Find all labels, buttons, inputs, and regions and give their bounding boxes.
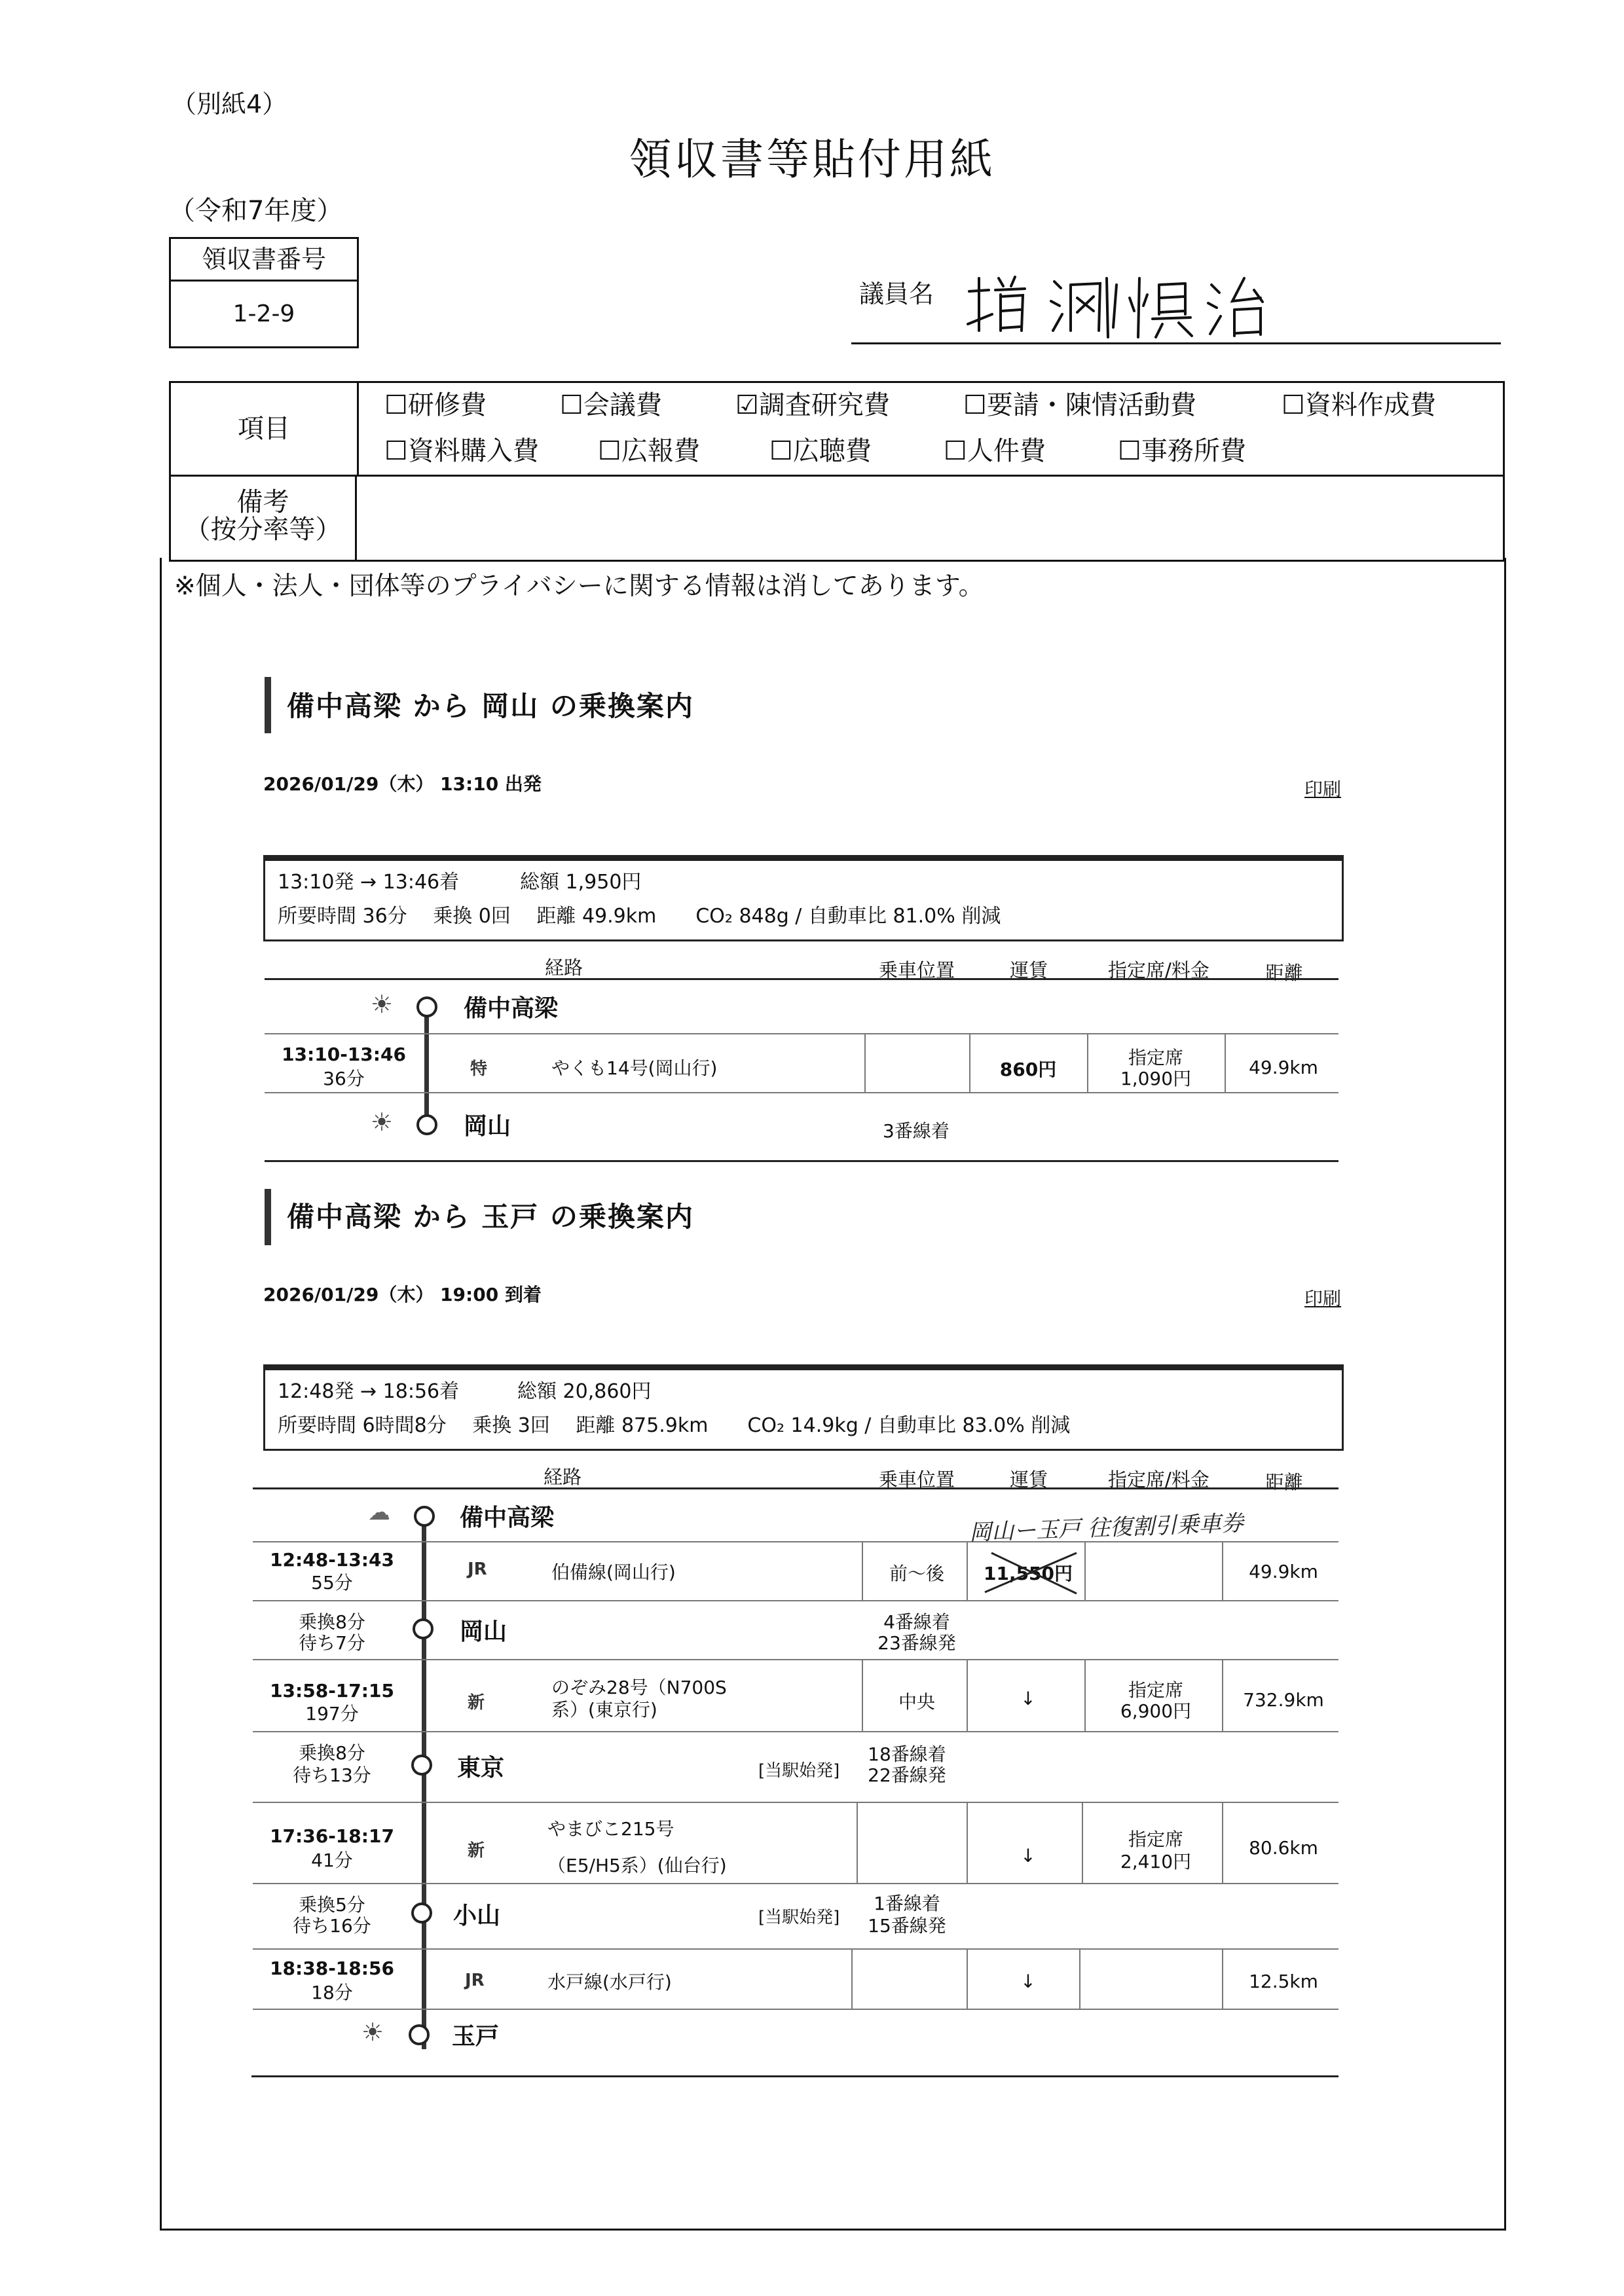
attachment-number: （別紙4） bbox=[172, 90, 287, 118]
col-route: 経路 bbox=[544, 1466, 582, 1488]
segment-time: 13:10-13:46 bbox=[282, 1044, 406, 1065]
checkbox-icon: ☐ bbox=[598, 436, 621, 466]
divider bbox=[265, 1092, 1338, 1093]
segment-distance: 732.9km bbox=[1243, 1689, 1324, 1711]
checkbox-kenshu[interactable]: ☐研修費 bbox=[384, 390, 487, 420]
segment-reserved-label: 指定席 bbox=[1128, 1047, 1183, 1068]
segment-train: 伯備線(岡山行) bbox=[551, 1561, 676, 1583]
segment-train: のぞみ28号（N700S bbox=[551, 1677, 727, 1698]
checkbox-chosa-kenkyu[interactable]: ☑調査研究費 bbox=[735, 390, 890, 420]
divider bbox=[253, 2009, 1338, 2010]
divider bbox=[265, 978, 1338, 980]
segment-reserved-label: 指定席 bbox=[1128, 1679, 1183, 1701]
divider bbox=[265, 1160, 1338, 1162]
sun-icon: ☀ bbox=[361, 2018, 384, 2047]
transfer-time: 乗換8分 bbox=[299, 1611, 365, 1633]
divider bbox=[1082, 1802, 1083, 1883]
checkbox-shiryo-sakusei[interactable]: ☐資料作成費 bbox=[1282, 390, 1436, 420]
segment-position: 中央 bbox=[898, 1691, 935, 1713]
remarks-label bbox=[171, 477, 357, 560]
segment-time: 17:36-18:17 bbox=[270, 1825, 394, 1847]
transfer-time: 乗換8分 bbox=[299, 1742, 365, 1764]
checkbox-kocho[interactable]: ☐広聴費 bbox=[769, 436, 872, 466]
divider bbox=[265, 1033, 1338, 1034]
segment-fare: 11,550円 bbox=[983, 1563, 1073, 1584]
col-distance: 距離 bbox=[1265, 962, 1304, 984]
divider bbox=[1084, 1659, 1086, 1731]
shinkansen-icon: 新 bbox=[468, 1693, 485, 1713]
divider bbox=[253, 1883, 1338, 1884]
divider bbox=[1222, 1948, 1223, 2009]
route2-print-link[interactable]: 印刷 bbox=[1304, 1288, 1342, 1309]
checkbox-kaigi[interactable]: ☐会議費 bbox=[560, 390, 662, 420]
divider bbox=[253, 1659, 1338, 1660]
route1-print-link[interactable]: 印刷 bbox=[1304, 778, 1342, 800]
station-marker bbox=[413, 1618, 434, 1639]
divider bbox=[253, 1948, 1338, 1950]
route-rail bbox=[424, 1011, 429, 1125]
route2-date: 2026/01/29（木） 19:00 到着 bbox=[263, 1284, 542, 1305]
divider bbox=[857, 1802, 858, 1883]
divider bbox=[251, 2075, 1338, 2077]
route2-summary-total: 総額 20,860円 bbox=[517, 1380, 652, 1403]
strikethrough-mark bbox=[978, 1546, 1083, 1601]
remarks-value bbox=[367, 477, 1494, 555]
cloud-icon: ☁ bbox=[368, 1499, 390, 1525]
col-position: 乗車位置 bbox=[879, 1468, 955, 1491]
train-icon: JR bbox=[468, 1559, 487, 1579]
checkbox-jinken[interactable]: ☐人件費 bbox=[944, 436, 1046, 466]
receipt-number-label: 領収書番号 bbox=[171, 239, 357, 282]
checkbox-icon: ☐ bbox=[1282, 390, 1305, 420]
segment-duration: 18分 bbox=[311, 1982, 353, 2003]
station-name: 備中高梁 bbox=[460, 1504, 555, 1531]
platform-arrival: 4番線着 bbox=[883, 1611, 950, 1633]
platform-info: 3番線着 bbox=[883, 1120, 950, 1142]
route1-summary-time: 13:10発 → 13:46着 bbox=[278, 871, 460, 894]
page-title: 領収書等貼付用紙 bbox=[629, 134, 995, 185]
train-icon: 特 bbox=[470, 1059, 488, 1079]
checkbox-icon: ☐ bbox=[384, 390, 408, 420]
checkbox-icon: ☐ bbox=[963, 390, 987, 420]
fiscal-year: （令和7年度） bbox=[169, 196, 343, 226]
segment-position: 前～後 bbox=[889, 1563, 944, 1584]
segment-time: 12:48-13:43 bbox=[270, 1549, 394, 1571]
station-name: 玉戸 bbox=[452, 2023, 500, 2050]
shinkansen-icon: 新 bbox=[468, 1841, 485, 1861]
checkbox-icon: ☐ bbox=[560, 390, 583, 420]
divider bbox=[862, 1541, 863, 1600]
member-name-label: 議員名 bbox=[859, 280, 934, 308]
platform-departure: 22番線発 bbox=[868, 1764, 946, 1786]
col-reserved: 指定席/料金 bbox=[1108, 1468, 1209, 1491]
segment-distance: 49.9km bbox=[1249, 1561, 1318, 1582]
station-name: 小山 bbox=[453, 1903, 501, 1929]
divider bbox=[851, 1948, 853, 2009]
divider bbox=[1079, 1948, 1080, 2009]
platform-departure: 15番線発 bbox=[868, 1915, 946, 1937]
transfer-time: 乗換5分 bbox=[299, 1894, 365, 1916]
divider bbox=[1222, 1541, 1223, 1600]
section-marker bbox=[265, 1189, 271, 1245]
checkbox-checked-icon: ☑ bbox=[735, 390, 759, 420]
station-name: 岡山 bbox=[464, 1113, 511, 1140]
divider bbox=[862, 1659, 863, 1731]
route1-date: 2026/01/29（木） 13:10 出発 bbox=[263, 773, 542, 795]
col-fare: 運賃 bbox=[1010, 1468, 1048, 1491]
station-name: 岡山 bbox=[460, 1618, 507, 1645]
divider bbox=[967, 1659, 968, 1731]
station-marker bbox=[416, 996, 437, 1017]
col-reserved: 指定席/料金 bbox=[1108, 959, 1209, 981]
segment-train: 水戸線(水戸行) bbox=[547, 1971, 672, 1993]
segment-reserved-label: 指定席 bbox=[1128, 1829, 1183, 1850]
checkbox-koho[interactable]: ☐広報費 bbox=[598, 436, 700, 466]
col-fare: 運賃 bbox=[1010, 959, 1048, 981]
route1-summary-total: 総額 1,950円 bbox=[520, 871, 642, 894]
divider bbox=[253, 1600, 1338, 1601]
member-name-underline bbox=[851, 342, 1501, 344]
platform-arrival: 18番線着 bbox=[868, 1743, 946, 1765]
receipt-number-box bbox=[169, 237, 359, 348]
segment-train-line2: （E5/H5系）(仙台行) bbox=[547, 1855, 727, 1876]
divider bbox=[967, 1948, 968, 2009]
category-table bbox=[169, 381, 1505, 562]
remarks-label-main: 備考 bbox=[236, 487, 289, 517]
col-position: 乗車位置 bbox=[879, 959, 955, 981]
segment-train: やくも14号(岡山行) bbox=[551, 1057, 718, 1079]
train-icon: JR bbox=[465, 1971, 485, 1990]
origin-tag: [当駅始発] bbox=[758, 1908, 840, 1927]
handwritten-note: 岡山ー玉戸 往復割引乗車券 bbox=[969, 1510, 1244, 1546]
segment-reserved-price: 2,410円 bbox=[1120, 1851, 1192, 1872]
col-distance: 距離 bbox=[1265, 1471, 1304, 1493]
station-marker bbox=[411, 1755, 432, 1776]
station-marker bbox=[409, 2024, 430, 2045]
checkbox-icon: ☐ bbox=[944, 436, 967, 466]
segment-duration: 55分 bbox=[311, 1572, 353, 1594]
receipt-number-value: 1-2-9 bbox=[232, 301, 295, 327]
category-label: 項目 bbox=[171, 383, 359, 475]
privacy-notice: ※個人・法人・団体等のプライバシーに関する情報は消してあります。 bbox=[174, 572, 984, 601]
divider bbox=[1084, 1541, 1086, 1600]
divider bbox=[967, 1802, 968, 1883]
checkbox-icon: ☐ bbox=[1118, 436, 1141, 466]
section-marker bbox=[265, 677, 271, 733]
wait-time: 待ち13分 bbox=[293, 1764, 371, 1786]
checkbox-icon: ☐ bbox=[384, 436, 408, 466]
route2-summary-time: 12:48発 → 18:56着 bbox=[278, 1380, 460, 1403]
divider bbox=[864, 1033, 866, 1092]
segment-distance: 80.6km bbox=[1249, 1837, 1318, 1859]
segment-fare: ↓ bbox=[1020, 1688, 1036, 1709]
member-signature bbox=[963, 265, 1303, 346]
segment-distance: 12.5km bbox=[1249, 1971, 1318, 1992]
divider bbox=[253, 1487, 1338, 1489]
route1-title: 備中高梁 から 岡山 の乗換案内 bbox=[287, 690, 694, 722]
station-name: 備中高梁 bbox=[464, 995, 559, 1022]
station-marker bbox=[411, 1903, 432, 1923]
remarks-label-sub: （按分率等） bbox=[184, 515, 342, 545]
wait-time: 待ち16分 bbox=[293, 1915, 371, 1937]
wait-time: 待ち7分 bbox=[299, 1632, 365, 1654]
segment-distance: 49.9km bbox=[1249, 1057, 1318, 1078]
segment-reserved-price: 6,900円 bbox=[1120, 1700, 1192, 1722]
segment-fare: 860円 bbox=[999, 1059, 1057, 1080]
station-marker bbox=[416, 1114, 437, 1135]
sun-icon: ☀ bbox=[371, 1108, 394, 1137]
divider bbox=[967, 1541, 968, 1600]
segment-duration: 36分 bbox=[323, 1068, 365, 1089]
route2-title: 備中高梁 から 玉戸 の乗換案内 bbox=[287, 1201, 694, 1233]
route2-summary-detail: 所要時間 6時間8分 乗換 3回 距離 875.9km CO₂ 14.9kg / 自動車比 83.0% 削減 bbox=[278, 1414, 1071, 1437]
segment-fare: ↓ bbox=[1020, 1971, 1036, 1992]
checkbox-icon: ☐ bbox=[769, 436, 793, 466]
checkbox-shiryo-konyu[interactable]: ☐資料購入費 bbox=[384, 436, 539, 466]
divider bbox=[253, 1541, 1338, 1542]
divider bbox=[253, 1731, 1338, 1732]
segment-reserved-price: 1,090円 bbox=[1120, 1068, 1192, 1089]
route1-summary-detail: 所要時間 36分 乗換 0回 距離 49.9km CO₂ 848g / 自動車比 81.0% 削減 bbox=[278, 905, 1001, 928]
divider bbox=[1222, 1802, 1223, 1883]
checkbox-yosei-chinjo[interactable]: ☐要請・陳情活動費 bbox=[963, 390, 1196, 420]
sun-icon: ☀ bbox=[371, 990, 394, 1019]
segment-train: やまびこ215号 bbox=[547, 1818, 674, 1840]
segment-time: 13:58-17:15 bbox=[270, 1680, 394, 1702]
platform-arrival: 1番線着 bbox=[874, 1893, 940, 1914]
col-route: 経路 bbox=[545, 957, 583, 979]
platform-departure: 23番線発 bbox=[877, 1632, 956, 1654]
segment-time: 18:38-18:56 bbox=[270, 1958, 394, 1979]
segment-train-line2: 系）(東京行) bbox=[551, 1699, 657, 1721]
station-marker bbox=[414, 1506, 435, 1527]
segment-fare: ↓ bbox=[1020, 1845, 1036, 1867]
station-name: 東京 bbox=[457, 1755, 505, 1781]
segment-duration: 197分 bbox=[305, 1703, 359, 1724]
divider bbox=[1222, 1659, 1223, 1731]
segment-duration: 41分 bbox=[311, 1850, 353, 1871]
origin-tag: [当駅始発] bbox=[758, 1761, 840, 1781]
checkbox-jimusho[interactable]: ☐事務所費 bbox=[1118, 436, 1246, 466]
divider bbox=[253, 1802, 1338, 1803]
